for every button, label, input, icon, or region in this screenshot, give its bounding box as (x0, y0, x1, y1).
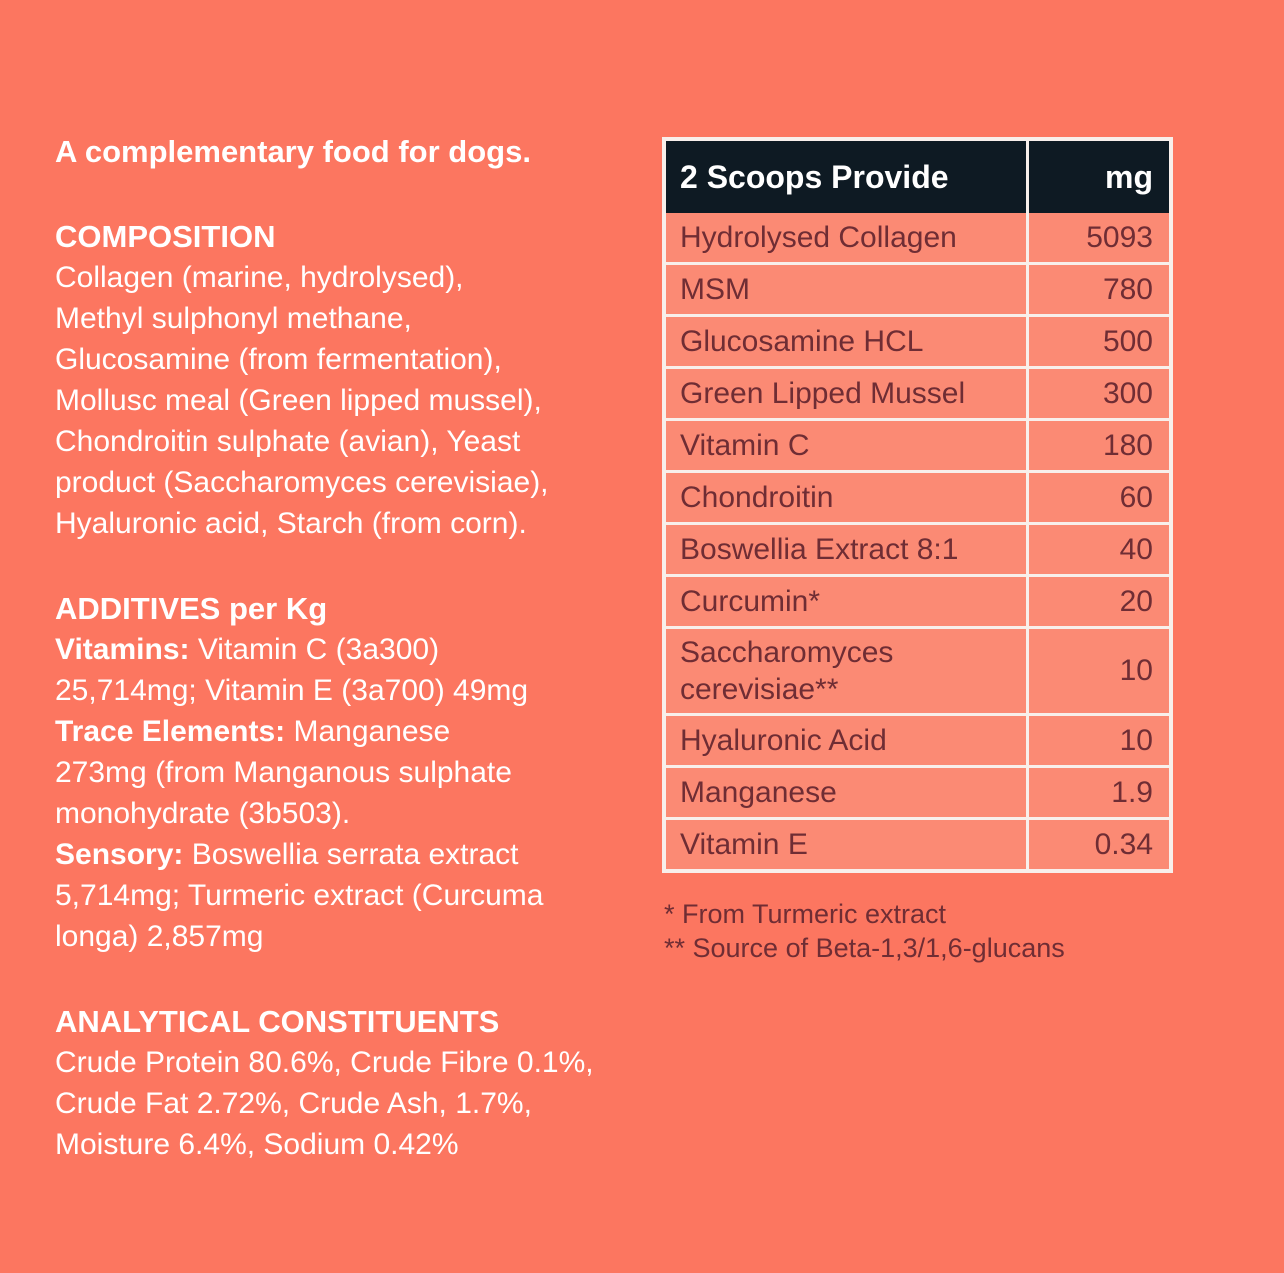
intro-statement: A complementary food for dogs. (55, 134, 531, 169)
ingredient-name-cell: MSM (680, 273, 750, 306)
ingredient-name-cell: Vitamin C (680, 429, 810, 462)
ingredient-value-cell: 180 (1026, 421, 1169, 470)
table-row (666, 366, 1169, 418)
text-line: Trace Elements: Manganese (55, 715, 451, 748)
table-row (666, 574, 1169, 626)
text-line: Collagen (marine, hydrolysed), (55, 261, 464, 294)
ingredient-name-cell: Manganese (680, 776, 837, 809)
text-line: Crude Protein 80.6%, Crude Fibre 0.1%, (55, 1046, 594, 1079)
table-row (666, 626, 1169, 713)
ingredient-value-cell: 5093 (1026, 213, 1169, 262)
section-heading: COMPOSITION (55, 219, 276, 254)
table-row (666, 817, 1169, 869)
text-line: Glucosamine (from fermentation), (55, 343, 502, 376)
table-row (666, 213, 1169, 262)
text-line: 25,714mg; Vitamin E (3a700) 49mg (55, 674, 529, 707)
nutrition-table-area (662, 137, 1173, 965)
ingredient-value-cell: 10 (1026, 629, 1169, 713)
table-row (666, 713, 1169, 765)
table-header-name: 2 Scoops Provide (680, 158, 949, 195)
footnote-line: ** Source of Beta-1,3/1,6-glucans (664, 933, 1065, 963)
ingredient-value-cell: 20 (1026, 577, 1169, 626)
table-header-unit: mg (1026, 141, 1169, 213)
table-row (666, 470, 1169, 522)
nutrition-table (662, 137, 1173, 873)
text-section (55, 588, 680, 957)
text-line: Mollusc meal (Green lipped mussel), (55, 384, 542, 417)
ingredient-name-cell: Chondroitin (680, 481, 834, 514)
text-line: product (Saccharomyces cerevisiae), (55, 466, 549, 499)
ingredient-value-cell: 500 (1026, 317, 1169, 366)
ingredient-value-cell: 300 (1026, 369, 1169, 418)
text-line: Sensory: Boswellia serrata extract (55, 838, 519, 871)
ingredient-value-cell: 40 (1026, 525, 1169, 574)
ingredient-name-cell: Glucosamine HCL (680, 325, 924, 358)
text-section (55, 216, 680, 544)
section-heading: ANALYTICAL CONSTITUENTS (55, 1004, 500, 1039)
text-line: Vitamins: Vitamin C (3a300) (55, 633, 440, 666)
table-header-row (666, 141, 1169, 213)
ingredient-name-cell: Curcumin* (680, 585, 821, 618)
table-row (666, 314, 1169, 366)
ingredient-value-cell: 1.9 (1026, 768, 1169, 817)
ingredient-name-cell: Hyaluronic Acid (680, 724, 887, 757)
ingredient-name-cell: Vitamin E (680, 828, 808, 861)
footnotes (664, 897, 1173, 965)
ingredient-name-cell: Green Lipped Mussel (680, 377, 966, 410)
table-row (666, 522, 1169, 574)
ingredient-value-cell: 780 (1026, 265, 1169, 314)
table-body (666, 213, 1169, 869)
text-line: Chondroitin sulphate (avian), Yeast (55, 425, 521, 458)
ingredient-name-cell: Saccharomyces cerevisiae** (680, 636, 894, 706)
text-line: Methyl sulphonyl methane, (55, 302, 412, 335)
sections-container (55, 216, 680, 1165)
section-heading: ADDITIVES per Kg (55, 591, 328, 626)
text-line-bold-label: Vitamins: (55, 633, 190, 666)
table-row (666, 418, 1169, 470)
ingredient-value-cell: 10 (1026, 716, 1169, 765)
text-line: Crude Fat 2.72%, Crude Ash, 1.7%, (55, 1087, 532, 1120)
footnote-line: * From Turmeric extract (664, 899, 947, 929)
ingredient-value-cell: 60 (1026, 473, 1169, 522)
text-line-bold-label: Trace Elements: (55, 715, 286, 748)
text-line: 5,714mg; Turmeric extract (Curcuma (55, 879, 544, 912)
text-line: Hyaluronic acid, Starch (from corn). (55, 507, 527, 540)
table-row (666, 262, 1169, 314)
text-line: longa) 2,857mg (55, 920, 264, 953)
ingredient-name-cell: Boswellia Extract 8:1 (680, 533, 959, 566)
ingredient-value-cell: 0.34 (1026, 820, 1169, 869)
left-text-column (55, 131, 680, 1165)
text-line: Moisture 6.4%, Sodium 0.42% (55, 1128, 459, 1161)
text-section (55, 1001, 680, 1165)
text-line: monohydrate (3b503). (55, 797, 351, 830)
text-line-bold-label: Sensory: (55, 838, 184, 871)
ingredient-name-cell: Hydrolysed Collagen (680, 221, 957, 254)
table-row (666, 765, 1169, 817)
text-line: 273mg (from Manganous sulphate (55, 756, 512, 789)
